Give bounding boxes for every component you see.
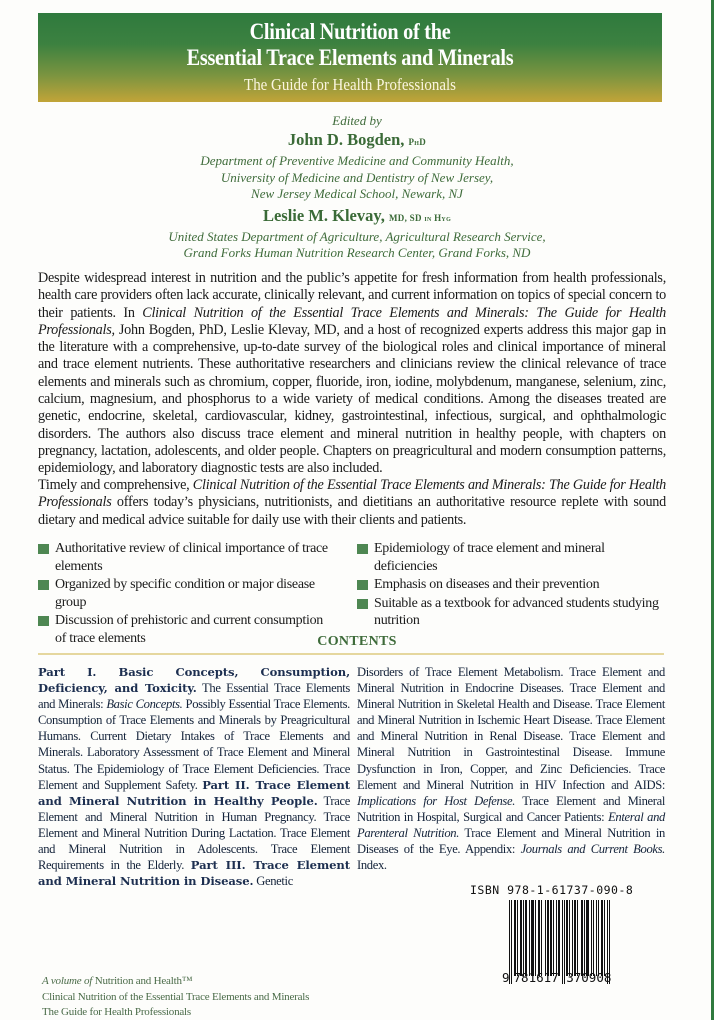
- editor1-affiliation-3: New Jersey Medical School, Newark, NJ: [251, 186, 463, 201]
- barcode-number: 781617 370908: [513, 970, 612, 985]
- square-bullet-icon: [38, 580, 49, 590]
- toc-text: Trace Element and Mineral Nutrition in Human Pregnancy. Trace Element and Mineral Nutrition During Lactation. Trace Element and Mineral Nutrition in Adolescents. Trace Element Requirements in the Elderly.: [38, 793, 350, 873]
- toc-italic: Implications for Host Defense.: [357, 793, 515, 808]
- feature-item: [357, 576, 666, 594]
- title-banner: [38, 13, 662, 102]
- editor1-affiliation-2: University of Medicine and Dentistry of New Jersey,: [220, 169, 494, 185]
- editors-block: [0, 112, 714, 262]
- editor1-name-line: [0, 129, 714, 153]
- square-bullet-icon: [357, 544, 368, 554]
- feature-text: Discussion of prehistoric and current consumption of trace elements: [55, 613, 323, 646]
- square-bullet-icon: [38, 544, 49, 554]
- book-title-italic: Clinical Nutrition of the Essential Trace Elements and Minerals: The Guide for Health Professionals,: [38, 304, 666, 338]
- toc-text: Trace Element and Mineral Nutrition in Diseases of the Eye. Appendix:: [357, 825, 665, 857]
- contents-heading: CONTENTS: [317, 634, 397, 649]
- toc-text: Possibly Essential Trace Elements. Consumption of Trace Elements and Minerals by Preagricultural Humans. Current Dietary Intakes of Trace Elements and Minerals. Laboratory Assessment of Trace Element and Mineral Status. The Epidemiology of Trace Element Deficiencies. Trace Element and Supplement Safety.: [38, 697, 350, 792]
- part3-heading: Part III. Trace Element and Mineral Nutrition in Disease.: [38, 858, 350, 889]
- edited-by-label: Edited by: [332, 113, 382, 128]
- series-info: [42, 974, 309, 1020]
- description-paragraph-1: [38, 270, 666, 478]
- series-line-1: [42, 974, 309, 990]
- toc-italic: Journals and Current Books.: [520, 842, 665, 857]
- barcode-lead-digit: 9: [502, 970, 510, 985]
- series-line-3: The Guide for Health Professionals: [42, 1006, 191, 1018]
- editor2-affiliation-2: Grand Forks Human Nutrition Research Center, Grand Forks, ND: [183, 245, 531, 260]
- feature-item: [357, 540, 666, 575]
- feature-text: Epidemiology of trace element and mineral deficiencies: [374, 541, 605, 574]
- book-title-line2: Essential Trace Elements and Minerals: [186, 45, 514, 70]
- feature-text: Authoritative review of clinical importance of trace elements: [55, 541, 328, 574]
- series-name: Nutrition and Health™: [92, 975, 193, 987]
- feature-text: Organized by specific condition or major disease group: [55, 577, 315, 610]
- isbn-label: ISBN 978-1-61737-090-8: [470, 883, 634, 897]
- feature-item: [357, 595, 666, 630]
- feature-list-right: [357, 540, 666, 648]
- editor2-name: Leslie M. Klevay,: [262, 205, 385, 225]
- feature-item: [38, 540, 337, 575]
- description-text: Despite widespread interest in nutrition and the public’s appetite for fresh information from health professionals, health care providers often lack accurate, clinically relevant, and current information on topics of special concern to their patients. In: [38, 270, 666, 321]
- toc-text: Index.: [357, 858, 387, 873]
- isbn-barcode-block: [470, 883, 670, 984]
- book-subtitle: The Guide for Health Professionals: [244, 75, 456, 94]
- editor2-credentials: MD, SD in Hyg: [388, 212, 452, 223]
- contents-column-right: [357, 664, 665, 873]
- square-bullet-icon: [357, 599, 368, 609]
- square-bullet-icon: [38, 616, 49, 626]
- contents-column-left: [38, 664, 350, 889]
- barcode-digits: [502, 970, 611, 985]
- book-title-italic: Clinical Nutrition of the Essential Trace Elements and Minerals: The Guide for Health Professionals: [38, 477, 666, 511]
- volume-of-label: A volume of: [42, 975, 93, 987]
- feature-list-left: [38, 540, 337, 648]
- toc-italic: Basic Concepts.: [106, 697, 183, 712]
- feature-text: Emphasis on diseases and their prevention: [374, 577, 600, 592]
- toc-italic: Enteral and Parenteral Nutrition.: [357, 809, 665, 840]
- description-text: John Bogden, PhD, Leslie Klevay, MD, and a host of recognized experts address this major gap in the literature with a comprehensive, up-to-date survey of the biological roles and clinical importance of mineral and trace element nutrients. These authoritative researchers and clinicians review the clinical relevance of trace elements and minerals such as chromium, copper, fluoride, iron, iodine, molybdenum, manganese, selenium, zinc, calcium, magnesium, and phosphorus to a wide variety of medical conditions. Among the diseases treated are genetic, endocrine, skeletal, cardiovascular, kidney, gastrointestinal, infectious, surgical, and ophthalmologic disorders. The authors also discuss trace element and mineral nutrition in healthy people, with chapters on pregnancy, lactation, adolescents, and older people. Chapters on preagricultural and modern consumption patterns, epidemiology, and laboratory diagnostic tests are also included.: [38, 321, 666, 477]
- part1-heading: Part I. Basic Concepts, Consumption, Deficiency, and Toxicity.: [38, 665, 350, 696]
- editor1-affiliation-1: Department of Preventive Medicine and Community Health,: [200, 153, 514, 168]
- editor1-name: John D. Bogden,: [287, 130, 405, 149]
- description-text: offers today’s physicians, nutritionists, and dietitians an authoritative resource replete with sound dietary and medical advice suitable for daily use with their clients and patients.: [38, 494, 666, 528]
- toc-text: Disorders of Trace Element Metabolism. Trace Element and Mineral Nutrition in Endocrine Diseases. Trace Element and Mineral Nutrition in Skeletal Health and Disease. Trace Element and Mineral Nutrition in Ischemic Heart Disease. Trace Element and Mineral Nutrition in Renal Disease. Trace Element and Mineral Nutrition in Gastrointestinal Disease. Immune Dysfunction in Iron, Copper, and Zinc Deficiencies. Trace Element and Mineral Nutrition in HIV Infection and AIDS:: [357, 665, 665, 792]
- toc-text: The Essential Trace Elements and Minerals:: [38, 681, 350, 712]
- series-line-2: Clinical Nutrition of the Essential Trace Elements and Minerals: [42, 990, 310, 1003]
- editor2-affiliation-1: United States Department of Agriculture, Agricultural Research Service,: [168, 228, 546, 244]
- part2-heading: Part II. Trace Element and Mineral Nutrition in Healthy People.: [38, 777, 350, 808]
- feature-list: [38, 540, 666, 648]
- editor1-credentials: PhD: [408, 137, 427, 147]
- feature-item: [38, 576, 337, 611]
- editor2-name-line: [0, 205, 714, 229]
- toc-text: Genetic: [253, 874, 293, 889]
- book-title-line1: Clinical Nutrition of the: [249, 19, 451, 44]
- description-text: Timely and comprehensive,: [38, 477, 193, 493]
- contents-divider: [38, 653, 664, 655]
- feature-text: Suitable as a textbook for advanced students studying nutrition: [374, 595, 659, 628]
- square-bullet-icon: [357, 580, 368, 590]
- description-paragraph-2: [38, 477, 666, 529]
- toc-text: Trace Element and Mineral Nutrition in Hospital, Surgical and Cancer Patients:: [357, 793, 666, 824]
